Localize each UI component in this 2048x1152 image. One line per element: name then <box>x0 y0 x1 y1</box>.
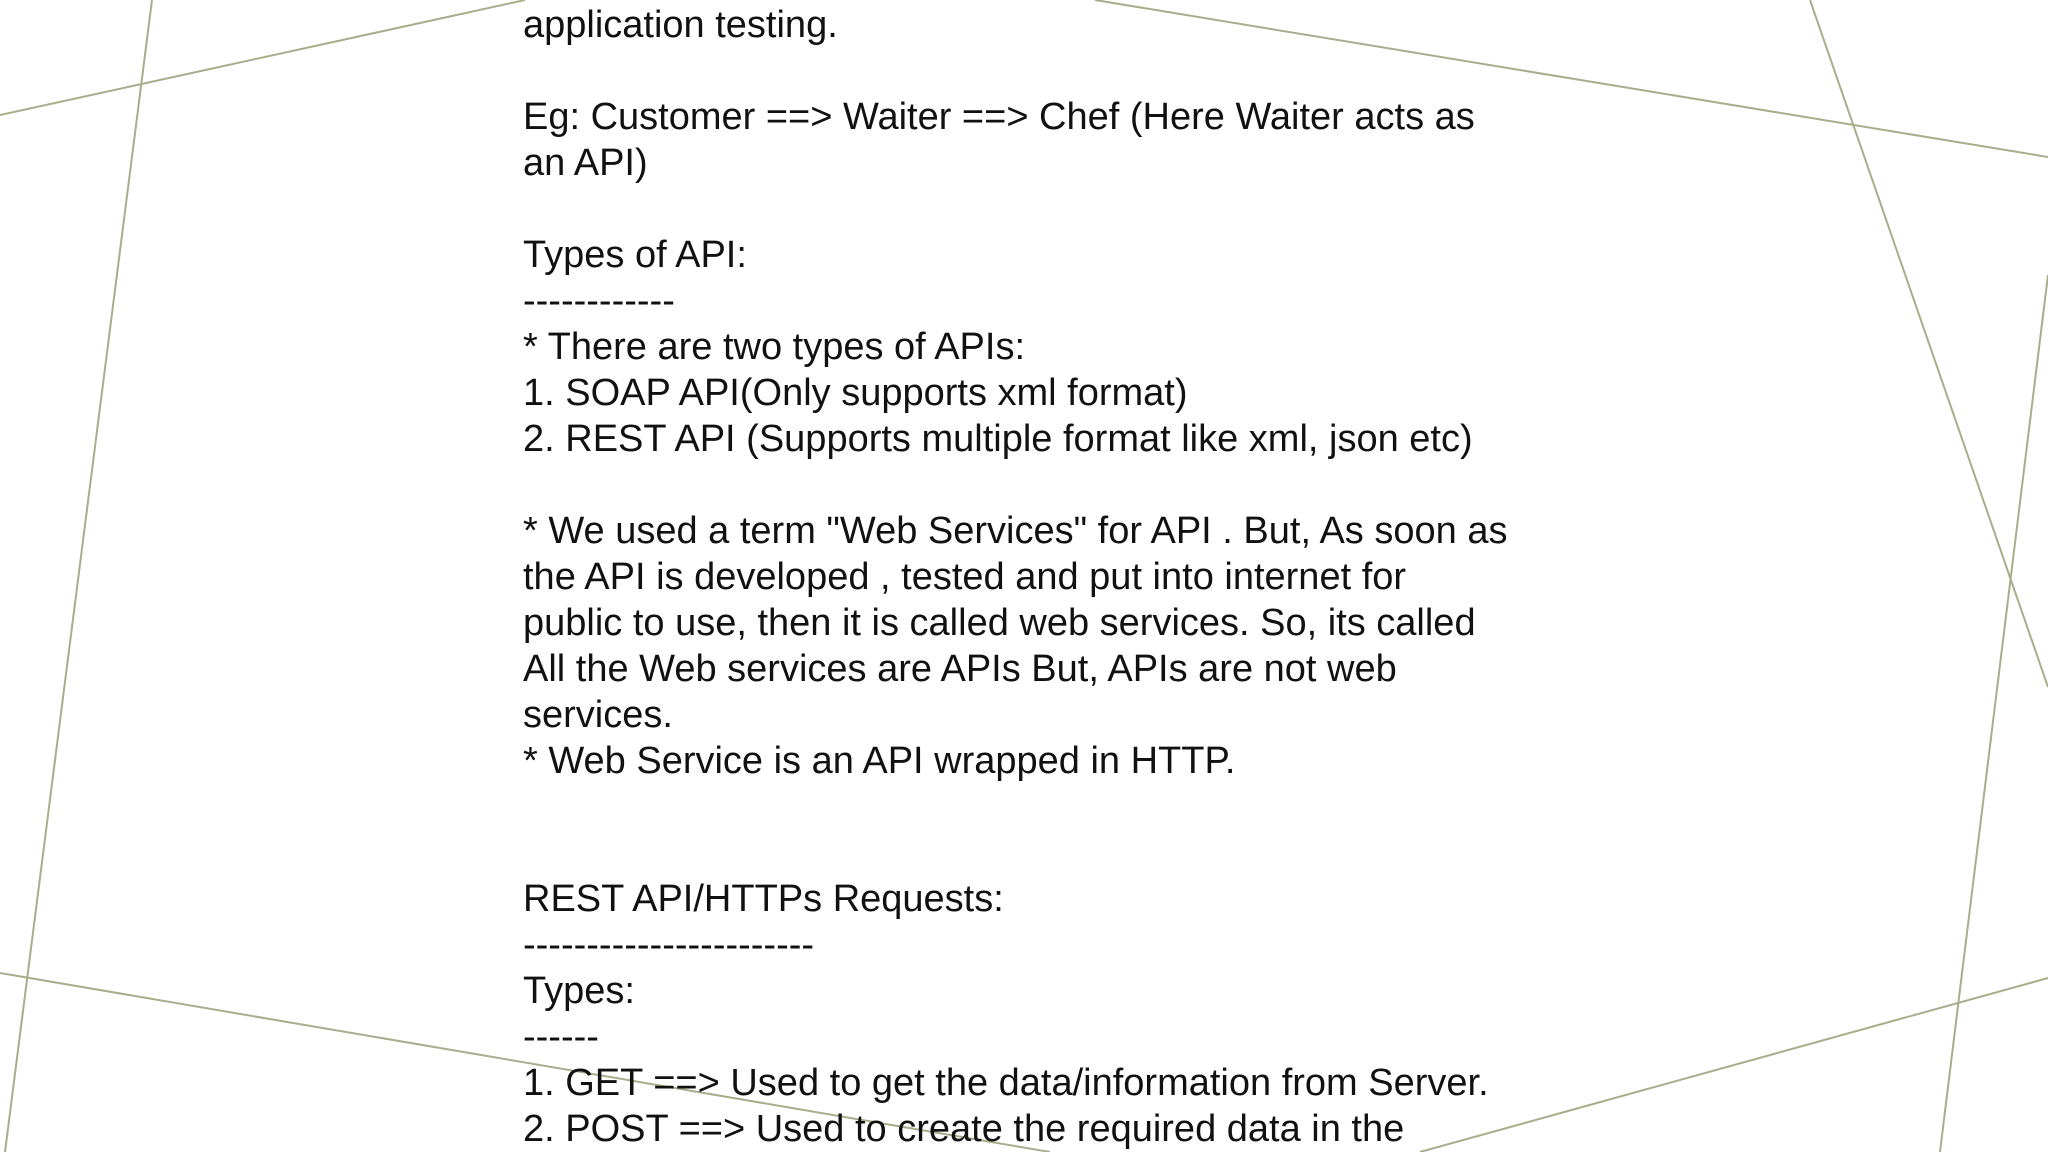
heading-underline: ----------------------- <box>523 924 815 966</box>
heading-underline: ------------ <box>523 280 675 322</box>
decor-line <box>1940 275 2048 1152</box>
blank-line <box>523 830 1543 876</box>
text-line: an API) <box>523 142 648 184</box>
list-item: 1. GET ==> Used to get the data/information from Server. <box>523 1062 1489 1104</box>
list-item: 2. REST API (Supports multiple format like xml, json etc) <box>523 418 1473 460</box>
text-line: public to use, then it is called web services. So, its called <box>523 602 1476 644</box>
blank-line <box>523 186 1543 232</box>
text-line: * Web Service is an API wrapped in HTTP. <box>523 740 1236 782</box>
text-line: Eg: Customer ==> Waiter ==> Chef (Here Waiter acts as <box>523 96 1475 138</box>
decor-line <box>1810 0 2048 687</box>
list-item: 1. SOAP API(Only supports xml format) <box>523 372 1188 414</box>
heading-underline: ------ <box>523 1016 599 1058</box>
text-line: All the Web services are APIs But, APIs are not web <box>523 648 1397 690</box>
subheading: Types: <box>523 970 635 1012</box>
text-line: * We used a term "Web Services" for API . But, As soon as <box>523 510 1508 552</box>
decor-line <box>5 0 152 1152</box>
text-line: services. <box>523 694 673 736</box>
blank-line <box>523 48 1543 94</box>
list-item: 2. POST ==> Used to create the required data in the <box>523 1108 1405 1150</box>
decor-line <box>0 0 525 115</box>
text-line: the API is developed , tested and put into internet for <box>523 556 1407 598</box>
text-line: application testing. <box>523 4 838 46</box>
section-heading: REST API/HTTPs Requests: <box>523 878 1004 920</box>
text-line: * There are two types of APIs: <box>523 326 1025 368</box>
section-heading: Types of API: <box>523 234 747 276</box>
blank-line <box>523 784 1543 830</box>
document-text <box>523 2 1543 1152</box>
blank-line <box>523 462 1543 508</box>
